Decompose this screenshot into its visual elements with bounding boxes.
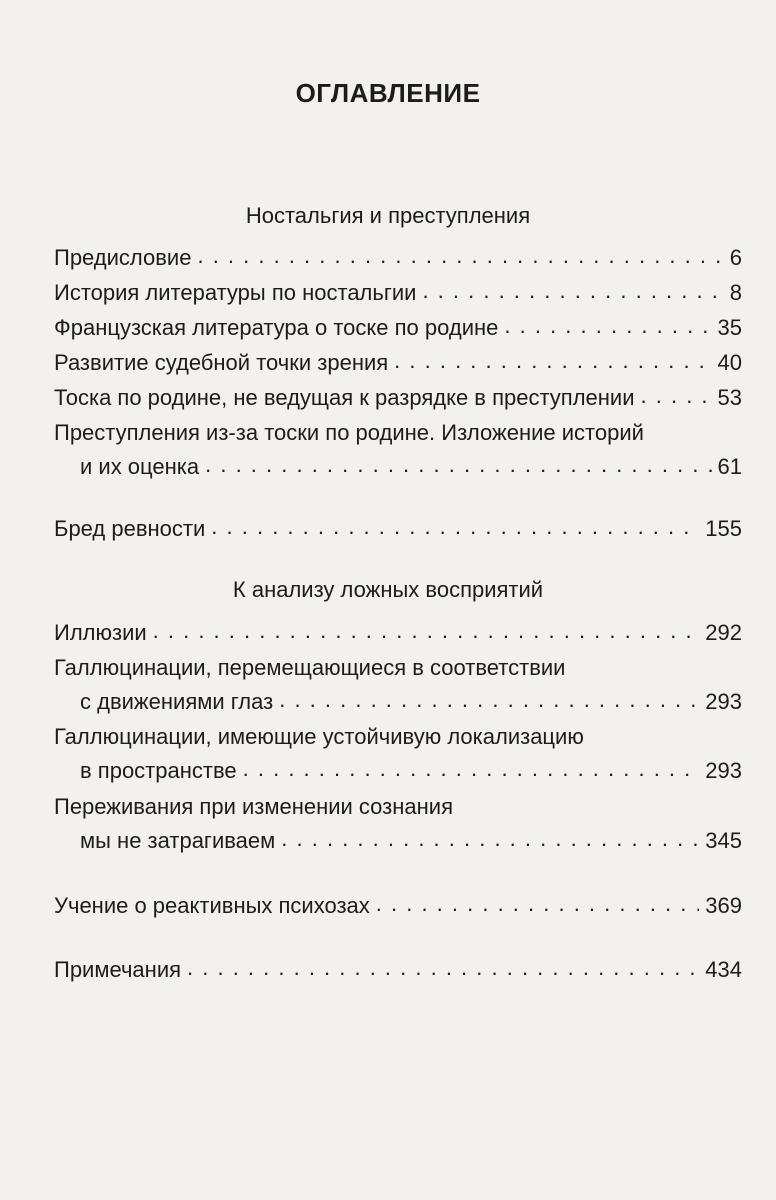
toc-entry-title-continuation: в пространстве xyxy=(80,758,237,783)
toc-page-number: 61 xyxy=(717,454,742,479)
toc-entry-title: Переживания при изменении сознания xyxy=(54,794,453,819)
dot-leader xyxy=(187,953,699,983)
toc-entry xyxy=(54,348,742,378)
toc-entry xyxy=(54,653,742,717)
toc-entry-title: Примечания xyxy=(54,957,182,982)
dot-leader xyxy=(197,241,723,271)
toc-entry xyxy=(54,313,742,343)
dot-leader xyxy=(376,889,700,919)
toc-entry xyxy=(54,891,742,921)
toc-entry-title: Тоска по родине, не ведущая к разрядке в преступлении xyxy=(54,385,635,410)
toc-page-number: 6 xyxy=(729,245,742,270)
toc-entry xyxy=(54,792,742,856)
dot-leader xyxy=(422,276,723,306)
toc-entry-title: Преступления из-за тоски по родине. Изложение историй xyxy=(54,420,644,445)
toc-entry xyxy=(54,278,742,308)
toc-page-number: 293 xyxy=(705,689,742,714)
section-heading-nostalgia: Ностальгия и преступления xyxy=(245,203,531,228)
toc-page-number: 293 xyxy=(705,758,742,783)
dot-leader xyxy=(641,381,712,411)
toc-entry-title-continuation: мы не затрагиваем xyxy=(80,828,276,853)
toc-entry xyxy=(54,514,742,544)
dot-leader xyxy=(504,311,711,341)
toc-page-number: 155 xyxy=(705,516,742,541)
toc-entry xyxy=(54,383,742,413)
section-heading-false-perceptions: К анализу ложных восприятий xyxy=(232,577,544,602)
toc-entry-title-continuation: и их оценка xyxy=(80,454,200,479)
dot-leader xyxy=(243,754,700,784)
dot-leader xyxy=(211,512,699,542)
dot-leader xyxy=(153,616,700,646)
toc-entry-title: История литературы по ностальгии xyxy=(54,280,417,305)
dot-leader xyxy=(281,824,699,854)
toc-page-number: 53 xyxy=(717,385,742,410)
toc-entry xyxy=(54,955,742,985)
toc-page-number: 434 xyxy=(705,957,742,982)
toc-page-number: 292 xyxy=(705,620,742,645)
toc-entry xyxy=(54,243,742,273)
toc-entry-title: Французская литература о тоске по родине xyxy=(54,315,499,340)
toc-entry xyxy=(54,418,742,482)
toc-page-number: 8 xyxy=(729,280,742,305)
toc-page-number: 345 xyxy=(705,828,742,853)
toc-entry-title: Учение о реактивных психозах xyxy=(54,893,370,918)
toc-page-number: 35 xyxy=(717,315,742,340)
toc-entry-title-continuation: с движениями глаз xyxy=(80,689,274,714)
toc-entry-title: Галлюцинации, перемещающиеся в соответствии xyxy=(54,655,566,680)
toc-entry-title: Предисловие xyxy=(54,245,192,270)
page-title: ОГЛАВЛЕНИЕ xyxy=(295,78,481,108)
toc-entry-title: Иллюзии xyxy=(54,620,147,645)
toc-page-number: 40 xyxy=(717,350,742,375)
dot-leader xyxy=(279,685,699,715)
toc-entry-title: Развитие судебной точки зрения xyxy=(54,350,389,375)
dot-leader xyxy=(205,450,711,480)
dot-leader xyxy=(394,346,711,376)
toc-entry-title: Бред ревности xyxy=(54,516,206,541)
toc-entry xyxy=(54,618,742,648)
toc-page-number: 369 xyxy=(705,893,742,918)
toc-entry xyxy=(54,722,742,786)
toc-entry-title: Галлюцинации, имеющие устойчивую локализацию xyxy=(54,724,584,749)
